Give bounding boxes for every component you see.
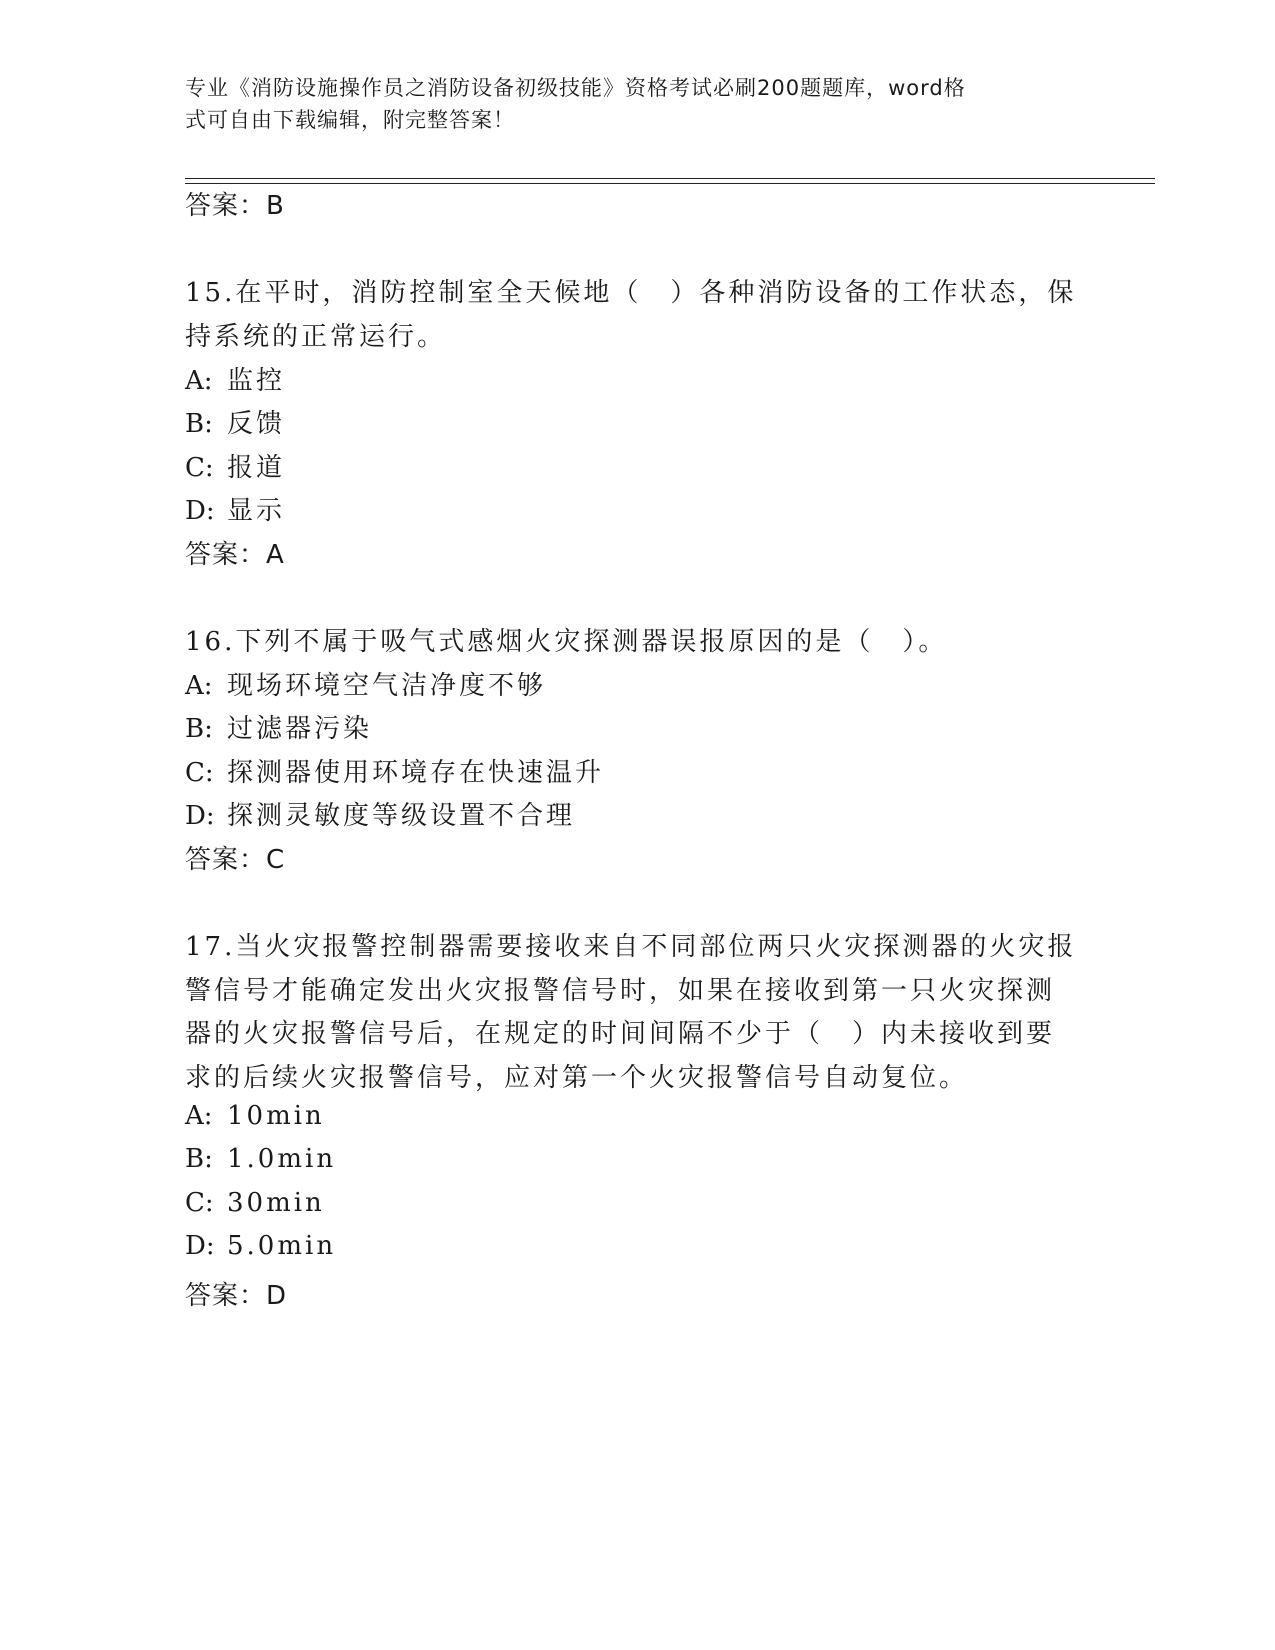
option-text: 5.0min xyxy=(227,1231,337,1261)
option-text: 过滤器污染 xyxy=(227,714,373,744)
question-17-option-a xyxy=(185,1101,325,1131)
option-text: 1.0min xyxy=(227,1144,337,1174)
question-17-option-d xyxy=(185,1231,336,1261)
option-letter: D: xyxy=(185,496,215,526)
question-17-option-c xyxy=(185,1188,325,1218)
option-letter: B: xyxy=(185,409,213,439)
question-15-line-1: 15.在平时，消防控制室全天候地（ ）各种消防设备的工作状态，保 xyxy=(185,278,1077,308)
option-letter: C: xyxy=(185,1188,214,1218)
option-letter: B: xyxy=(185,1144,213,1174)
option-letter: D: xyxy=(185,801,215,831)
question-16-option-c xyxy=(185,752,604,789)
option-letter: B: xyxy=(185,714,213,744)
option-text: 监控 xyxy=(227,366,286,396)
option-letter: C: xyxy=(185,758,214,788)
question-16-answer: 答案：C xyxy=(185,845,286,875)
header-divider-bottom xyxy=(185,183,1155,184)
question-16-option-a xyxy=(185,665,546,702)
option-letter: A: xyxy=(185,1101,213,1131)
option-text: 探测灵敏度等级设置不合理 xyxy=(227,801,576,831)
question-17-line-2: 警信号才能确定发出火灾报警信号时，如果在接收到第一只火灾探测 xyxy=(185,976,1056,1006)
question-15-answer: 答案：A xyxy=(185,540,285,570)
header-divider-top xyxy=(185,178,1155,179)
option-text: 10min xyxy=(227,1101,325,1131)
question-15-option-b xyxy=(185,403,285,440)
option-letter: C: xyxy=(185,453,214,483)
option-text: 反馈 xyxy=(227,409,286,439)
option-letter: A: xyxy=(185,366,213,396)
question-17-answer: 答案：D xyxy=(185,1281,288,1311)
question-16-line-1: 16.下列不属于吸气式感烟火灾探测器误报原因的是（ ）。 xyxy=(185,627,948,657)
question-17-option-b xyxy=(185,1144,336,1174)
question-15-line-2: 持系统的正常运行。 xyxy=(185,322,447,352)
option-text: 现场环境空气洁净度不够 xyxy=(227,671,547,701)
header-line-2: 式可自由下载编辑，附完整答案！ xyxy=(185,108,515,132)
option-text: 探测器使用环境存在快速温升 xyxy=(227,758,605,788)
question-16-option-b xyxy=(185,708,372,745)
question-15-option-d xyxy=(185,490,285,527)
option-text: 报道 xyxy=(227,453,286,483)
option-letter: D: xyxy=(185,1231,215,1261)
question-16-option-d xyxy=(185,795,575,832)
header-line-1: 专业《消防设施操作员之消防设备初级技能》资格考试必刷200题题库，word格 xyxy=(185,76,966,100)
option-text: 30min xyxy=(227,1188,325,1218)
document-header xyxy=(185,72,1065,136)
option-letter: A: xyxy=(185,671,213,701)
question-17-line-3: 器的火灾报警信号后，在规定的时间间隔不少于（ ）内未接收到要 xyxy=(185,1019,1056,1049)
question-17-line-4: 求的后续火灾报警信号，应对第一个火灾报警信号自动复位。 xyxy=(185,1063,969,1093)
question-17-line-1: 17.当火灾报警控制器需要接收来自不同部位两只火灾探测器的火灾报 xyxy=(185,932,1077,962)
question-15-option-c xyxy=(185,447,285,484)
question-15-option-a xyxy=(185,360,285,397)
option-text: 显示 xyxy=(227,496,286,526)
previous-answer: 答案：B xyxy=(185,191,285,221)
